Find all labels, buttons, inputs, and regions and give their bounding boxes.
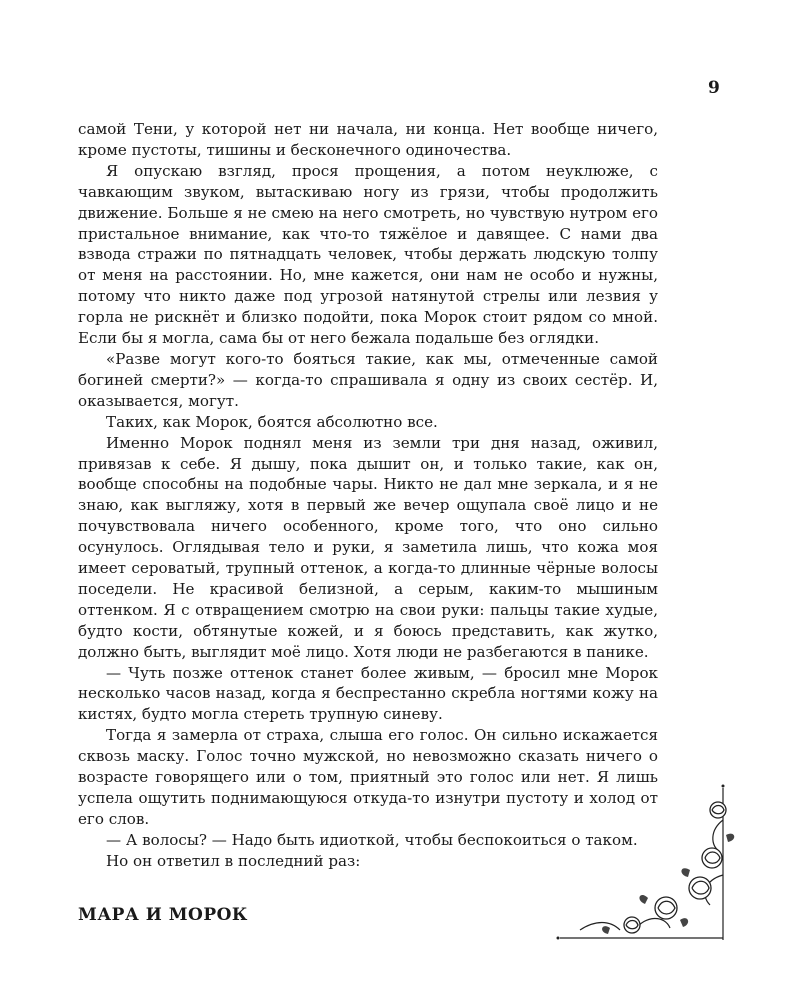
page-number: 9 — [708, 78, 720, 98]
paragraph: Тогда я замерла от страха, слыша его голос. Он сильно искажается сквозь маску. Голос точно мужской, но невозможно сказать ничего о возрасте говорящего или о том, приятный это голос или нет. Я лишь успела ощутить поднимающуюся откуда-то изнутри пустоту и холод от его слов. — [78, 726, 658, 828]
paragraph: Именно Морок поднял меня из земли три дня назад, оживил, привязав к себе. Я дышу, пока дышит он, и только такие, как он, вообще способны на подобные чары. Никто не дал мне зеркала, и я не знаю, как выгляжу, хотя в первый же вечер ощупала своё лицо и не почувствовала ничего особенного, кроме того, что оно сильно осунулось. Оглядывая тело и руки, я заметила лишь, что кожа моя имеет сероватый, трупный оттенок, а когда-то длинные чёрные волосы поседели. Не красивой белизной, а серым, каким-то мышиным оттенком. Я с отвращением смотрю на свои руки: пальцы такие худые, будто кости, обтянутые кожей, и я боюсь представить, как жутко, должно быть, выглядит моё лицо. Хотя люди не разбегаются в панике. — [78, 433, 658, 661]
rose-corner-ornament-icon — [540, 780, 740, 950]
paragraph: Я опускаю взгляд, прося прощения, а потом неуклюже, с чавкающим звуком, вытаскиваю ногу из грязи, чтобы продолжить движение. Больше я не смею на него смотреть, но чувствую нутром его пристальное внимание, как что-то тяжёлое и давящее. С нами два взвода стражи по пятнадцать человек, чтобы держать людскую толпу от меня на расстоянии. Но, мне кажется, они нам не особо и нужны, потому что никто даже под угрозой натянутой стрелы или лезвия у горла не рискнёт и близко подойти, пока Морок стоит рядом со мной. Если бы я могла, сама бы от него бежала подальше без оглядки. — [78, 161, 658, 348]
paragraph: Таких, как Морок, боятся абсолютно все. — [106, 412, 438, 431]
paragraph: самой Тени, у которой нет ни начала, ни конца. Нет вообще ничего, кроме пустоты, тишины и бесконечного одиночества. — [78, 120, 658, 159]
paragraph: Но он ответил в последний раз: — [106, 851, 361, 870]
running-title: МАРА И МОРОК — [78, 905, 248, 925]
paragraph: «Разве могут кого-то бояться такие, как мы, отмеченные самой богиней смерти?» — когда-то спрашивала я одну из своих сестёр. И, оказывается, могут. — [78, 349, 658, 410]
paragraph: — А волосы? — Надо быть идиоткой, чтобы беспокоиться о таком. — [106, 830, 638, 849]
body-text — [78, 119, 658, 872]
paragraph: — Чуть позже оттенок станет более живым, — бросил мне Морок несколько часов назад, когда я беспрестанно скребла ногтями кожу на кистях, будто могла стереть трупную синеву. — [78, 663, 658, 724]
